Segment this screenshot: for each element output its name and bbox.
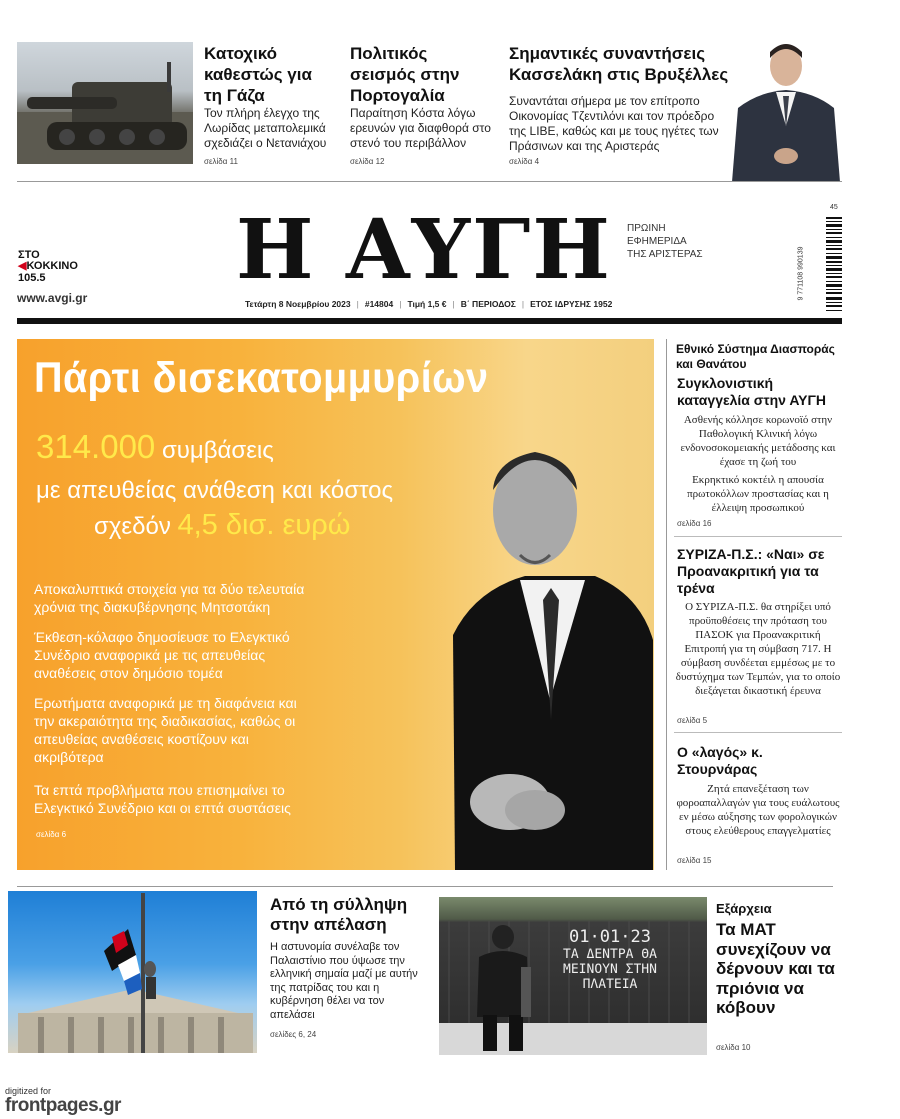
masthead-bar bbox=[17, 318, 842, 324]
graffiti-line-4: ΠΛΑΤΕΙΑ bbox=[582, 977, 638, 992]
masthead-tagline-line-3: ΤΗΣ ΑΡΙΣΤΕΡΑΣ bbox=[627, 249, 703, 260]
bottom-left-page: σελίδες 6, 24 bbox=[270, 1030, 317, 1039]
lead-bullet-4: Τα επτά προβλήματα που επισημαίνει το Ελεγκτικό Συνέδριο και οι επτά συστάσεις bbox=[34, 782, 291, 816]
top-divider bbox=[17, 181, 842, 182]
lead-page: σελίδα 6 bbox=[36, 830, 67, 839]
lead-cost-number: 4,5 δισ. ευρώ bbox=[177, 509, 351, 541]
bottom-right-page: σελίδα 10 bbox=[716, 1043, 751, 1052]
sidebar-1-title[interactable]: Συγκλονιστική καταγγελία στην ΑΥΓΗ bbox=[677, 375, 827, 408]
price: Τιμή 1,5 € bbox=[407, 299, 447, 309]
lead-sub-1 bbox=[36, 428, 274, 466]
barcode-number: 9 771108 990139 bbox=[797, 246, 805, 301]
radio-arrow-icon: ◀ bbox=[18, 260, 27, 272]
digitized-label: digitized for bbox=[5, 1086, 52, 1096]
graffiti-line-1: 01·01·23 bbox=[569, 927, 651, 947]
kasselakis-photo bbox=[728, 36, 843, 182]
masthead-title: Η ΑΥΓΗ bbox=[236, 202, 612, 298]
bottom-divider bbox=[17, 886, 833, 887]
radio-logo-line-2: ΚΟΚΚΙΝΟ bbox=[26, 260, 78, 272]
story-gaza-text: Τον πλήρη έλεγχο της Λωρίδας μεταπολεμικά σχεδιάζει ο Νετανιάχου bbox=[204, 106, 327, 150]
dateline: Τετάρτη 8 Νοεμβρίου 2023 | #14804 | Τιμή 1,5 € | Β΄ ΠΕΡΙΟΔΟΣ | ΕΤΟΣ ΙΔΡΥΣΗΣ 1952 bbox=[245, 299, 613, 309]
radio-logo-line-1: ΣΤΟ bbox=[18, 249, 40, 261]
sidebar-1-text-1: Ασθενής κόλλησε κορωνοϊό στην Παθολογική Κλινική λόγω ενδονοσοκομειακής μετάδοσης και έχασε τη ζωή του bbox=[680, 414, 836, 468]
lead-bullet-2: Έκθεση-κόλαφο δημοσίευσε το Ελεγκτικό Συνέδριο αναφορικά με τις απευθείας αναθέσεις στον δημόσιο τομέα bbox=[34, 629, 290, 681]
sidebar-1-text-2: Εκρηκτικό κοκτέιλ η απουσία πρωτοκόλλων προστασίας και η έλλειψη προσωπικού bbox=[687, 474, 829, 514]
story-portugal-title[interactable]: Πολιτικός σεισμός στην Πορτογαλία bbox=[350, 44, 460, 105]
barcode-issue: 45 bbox=[830, 204, 838, 211]
issue-number: #14804 bbox=[364, 299, 394, 309]
story-portugal-text: Παραίτηση Κόστα λόγω ερευνών για διαφθορά στο στενό του περιβάλλον bbox=[350, 106, 491, 150]
bottom-left-title[interactable]: Από τη σύλληψη στην απέλαση bbox=[270, 895, 408, 934]
lead-contracts-label: συμβάσεις bbox=[161, 437, 274, 464]
sidebar-rule-1 bbox=[674, 536, 842, 537]
bottom-left-text: Η αστυνομία συνέλαβε τον Παλαιστίνιο που ύψωσε την ελληνική σημαία μαζί με αυτήν της πατρίδας του και η κυβέρνηση θέλει να τον απελάσει bbox=[270, 941, 418, 1021]
sidebar-3-page: σελίδα 15 bbox=[677, 856, 712, 865]
sidebar-divider bbox=[666, 339, 667, 870]
sidebar-3-title[interactable]: Ο «λαγός» κ. Στουρνάρας bbox=[677, 744, 763, 777]
lead-cost-label: σχεδόν bbox=[94, 513, 171, 540]
sidebar-2-title[interactable]: ΣΥΡΙΖΑ-Π.Σ.: «Ναι» σε Προανακριτική για τα τρένα bbox=[677, 546, 825, 596]
story-kasselakis-page: σελίδα 4 bbox=[509, 157, 540, 166]
lead-bullet-1: Αποκαλυπτικά στοιχεία για τα δύο τελευταία χρόνια της διακυβέρνησης Μητσοτάκη bbox=[34, 581, 305, 615]
mitsotakis-photo bbox=[425, 430, 654, 870]
date: Τετάρτη 8 Νοεμβρίου 2023 bbox=[245, 299, 351, 309]
story-portugal-page: σελίδα 12 bbox=[350, 157, 385, 166]
story-gaza-page: σελίδα 11 bbox=[204, 157, 238, 166]
graffiti-line-3: ΜΕΙΝΟΥΝ ΣΤΗΝ bbox=[563, 962, 657, 977]
graffiti-text bbox=[520, 928, 700, 992]
lead-bullet-3: Ερωτήματα αναφορικά με τη διαφάνεια και την ακεραιότητα της διαδικασίας, καθώς οι απευθείας αναθέσεις κοστίζουν και ακριβότερα bbox=[34, 695, 297, 765]
masthead-tagline-line-2: ΕΦΗΜΕΡΙΔΑ bbox=[627, 236, 687, 247]
radio-logo[interactable] bbox=[18, 250, 98, 284]
barcode bbox=[826, 215, 842, 315]
sidebar-rule-2 bbox=[674, 732, 842, 733]
bottom-right-title[interactable]: Τα ΜΑΤ συνεχίζουν να δέρνουν και τα πριόνια να κόβουν bbox=[716, 920, 835, 1017]
lead-sub-3 bbox=[94, 508, 350, 544]
story-kasselakis-title[interactable]: Σημαντικές συναντήσεις Κασσελάκη στις Βρυξέλλες bbox=[509, 44, 729, 84]
lead-sub-2: με απευθείας ανάθεση και κόστος bbox=[36, 477, 394, 504]
website[interactable]: www.avgi.gr bbox=[17, 291, 88, 305]
flag-parliament-photo bbox=[8, 891, 257, 1053]
sidebar-3-text: Ζητά επανεξέταση των φοροαπαλλαγών για τους ευάλωτους εν μέσω αύξησης των φορολογικών στους ελεύθερους επαγγελματίες bbox=[676, 783, 840, 837]
sidebar-1-page: σελίδα 16 bbox=[677, 519, 712, 528]
lead-headline[interactable]: Πάρτι δισεκατομμυρίων bbox=[34, 354, 489, 402]
story-gaza-title[interactable]: Κατοχικό καθεστώς για τη Γάζα bbox=[204, 44, 312, 105]
masthead-tagline bbox=[627, 222, 703, 261]
frontpages-logo[interactable]: frontpages.gr bbox=[5, 1095, 121, 1116]
sidebar-1-kicker: Εθνικό Σύστημα Διασποράς και Θανάτου bbox=[676, 342, 835, 371]
graffiti-line-2: ΤΑ ΔΕΝΤΡΑ ΘΑ bbox=[563, 947, 657, 962]
period: Β΄ ΠΕΡΙΟΔΟΣ bbox=[460, 299, 516, 309]
story-kasselakis-text: Συναντάται σήμερα με τον επίτροπο Οικονομίας Τζεντιλόνι και τον πρόεδρο της LIBE, καθώς και με τους ηγέτες των Πράσινων και της Αριστεράς bbox=[509, 94, 719, 153]
radio-logo-line-3: 105.5 bbox=[18, 272, 46, 284]
sidebar-2-text: Ο ΣΥΡΙΖΑ-Π.Σ. θα στηρίξει υπό προϋποθέσεις την πρόταση του ΠΑΣΟΚ για Προανακριτική Επιτροπή για τη σύμβαση 717. Η σύμβαση συνδέεται εμμέσως με το δυστύχημα των Τεμπών, για το οποίο διεξάγεται δικαστική έρευνα bbox=[675, 601, 841, 697]
bottom-right-kicker: Εξάρχεια bbox=[716, 901, 772, 916]
masthead-tagline-line-1: ΠΡΩΙΝΗ bbox=[627, 223, 666, 234]
founded: ΕΤΟΣ ΙΔΡΥΣΗΣ 1952 bbox=[530, 299, 613, 309]
lead-contracts-number: 314.000 bbox=[36, 428, 156, 465]
tank-photo bbox=[17, 42, 193, 164]
sidebar-2-page: σελίδα 5 bbox=[677, 716, 708, 725]
